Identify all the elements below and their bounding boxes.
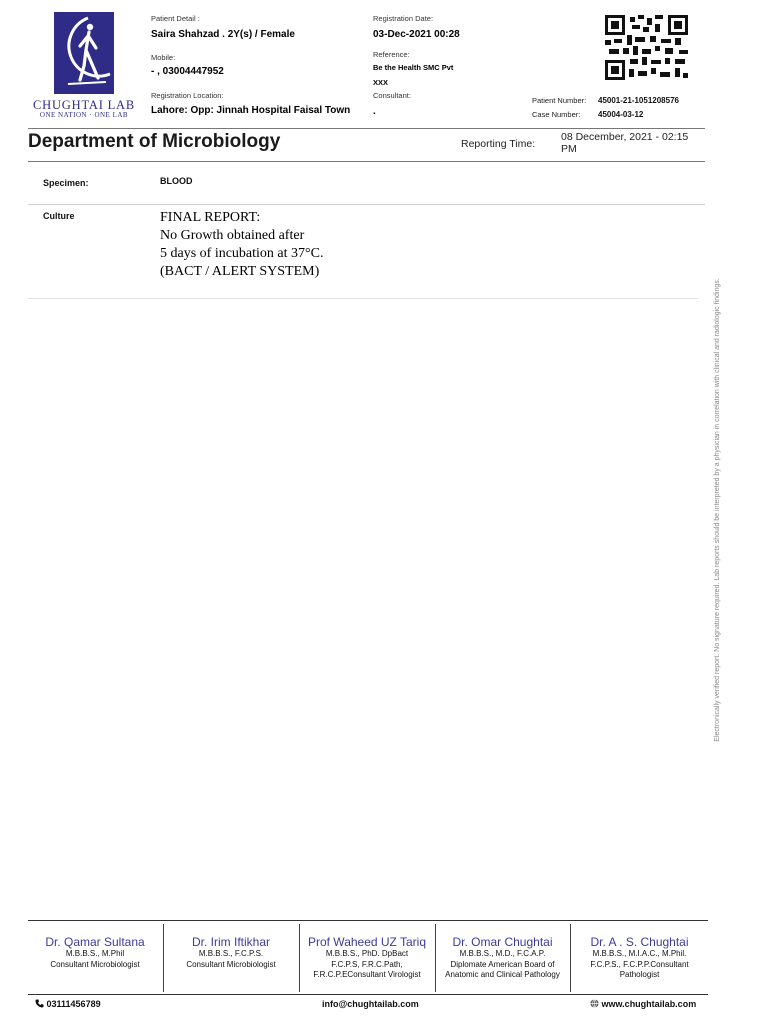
website-link[interactable]: www.chughtailab.com bbox=[601, 999, 697, 1009]
doctor-credentials: F.R.C.P.EConsultant Virologist bbox=[313, 970, 421, 979]
website-contact bbox=[590, 999, 696, 1010]
doctor-name: Prof Waheed UZ Tariq bbox=[307, 935, 427, 949]
globe-icon bbox=[590, 999, 599, 1010]
reporting-time-label: Reporting Time: bbox=[461, 138, 536, 150]
culture-result bbox=[160, 209, 323, 281]
specimen-label: Specimen: bbox=[43, 178, 89, 188]
mobile-label: Mobile: bbox=[151, 53, 176, 62]
verification-note: Electronically verified report. No signature required. Lab reports should be interpreted by a physician in correlation with clinical and radiologic findings. bbox=[714, 278, 721, 742]
doctor-credentials: F.C.P.S, F.R.C.Path, bbox=[331, 959, 403, 969]
walking-man-icon bbox=[54, 12, 114, 94]
divider bbox=[28, 298, 698, 299]
consultant-value: . bbox=[373, 106, 376, 117]
doctor-credentials: F.C.P.S., F.C.P.P.Consultant bbox=[590, 959, 689, 969]
doctor-card bbox=[571, 935, 708, 981]
mobile-value: - , 03004447952 bbox=[151, 66, 224, 77]
email-contact[interactable]: info@chughtailab.com bbox=[322, 999, 419, 1009]
divider bbox=[28, 204, 705, 205]
patient-number: 45001-21-1051208576 bbox=[598, 96, 679, 105]
culture-result-line: (BACT / ALERT SYSTEM) bbox=[160, 264, 320, 279]
doctor-card bbox=[164, 935, 298, 970]
specimen-value: BLOOD bbox=[160, 176, 193, 186]
doctor-credentials: M.B.B.S., M.I.A.C., M.Phil. bbox=[592, 949, 687, 958]
doctor-credentials: M.B.B.S., F.C.P.S. bbox=[198, 949, 264, 958]
doctor-credentials: Anatomic and Clinical Pathology bbox=[445, 970, 560, 979]
patient-number-label: Patient Number: bbox=[532, 96, 587, 105]
doctor-credentials: M.B.B.S., M.D., F.C.A.P. bbox=[459, 949, 546, 958]
culture-result-line: 5 days of incubation at 37°C. bbox=[160, 246, 324, 261]
patient-detail-label: Patient Detail : bbox=[151, 14, 200, 23]
phone-contact bbox=[35, 999, 101, 1010]
footer-divider bbox=[28, 994, 708, 995]
divider bbox=[28, 128, 705, 129]
registration-date-label: Registration Date: bbox=[373, 14, 434, 23]
doctor-credentials: Diplomate American Board of bbox=[450, 959, 555, 969]
doctor-credentials: M.B.B.S., PhD. DpBact bbox=[325, 949, 409, 958]
footer-divider bbox=[28, 920, 708, 921]
case-number-label: Case Number: bbox=[532, 110, 581, 119]
culture-label: Culture bbox=[43, 211, 75, 221]
department-title: Department of Microbiology bbox=[28, 131, 281, 152]
logo-tagline: ONE NATION · ONE LAB bbox=[39, 111, 129, 119]
reference-label: Reference: bbox=[373, 50, 410, 59]
lab-logo bbox=[54, 12, 114, 94]
doctor-credentials: Consultant Microbiologist bbox=[50, 959, 140, 969]
reference-line1: Be the Health SMC Pvt bbox=[373, 63, 454, 72]
doctor-name: Dr. A . S. Chughtai bbox=[590, 935, 689, 949]
doctor-card bbox=[300, 935, 434, 981]
consultant-label: Consultant: bbox=[373, 91, 411, 100]
doctor-credentials: M.B.B.S., M.Phil bbox=[65, 949, 125, 958]
location-value: Lahore: Opp: Jinnah Hospital Faisal Town bbox=[151, 105, 351, 116]
doctor-name: Dr. Omar Chughtai bbox=[452, 935, 553, 949]
phone-icon bbox=[35, 999, 44, 1010]
logo-brand-text: CHUGHTAI LAB bbox=[33, 98, 135, 112]
reporting-time-value: 08 December, 2021 - 02:15 PM bbox=[561, 131, 689, 155]
culture-result-line: FINAL REPORT: bbox=[160, 210, 261, 225]
registration-date: 03-Dec-2021 00:28 bbox=[373, 29, 460, 40]
divider bbox=[28, 161, 705, 162]
patient-name: Saira Shahzad . 2Y(s) / Female bbox=[151, 29, 295, 40]
doctor-card bbox=[28, 935, 162, 970]
qr-code-icon bbox=[605, 15, 688, 80]
phone-number[interactable]: 03111456789 bbox=[46, 999, 101, 1009]
doctor-name: Dr. Qamar Sultana bbox=[45, 935, 145, 949]
doctor-credentials: Pathologist bbox=[619, 970, 660, 979]
doctor-name: Dr. Irim Iftikhar bbox=[191, 935, 270, 949]
location-label: Registration Location: bbox=[151, 91, 224, 100]
reference-line2: XXX bbox=[373, 78, 389, 87]
culture-result-line: No Growth obtained after bbox=[160, 228, 305, 243]
case-number: 45004-03-12 bbox=[598, 110, 644, 119]
doctor-credentials: Consultant Microbiologist bbox=[186, 959, 276, 969]
doctor-card bbox=[436, 935, 569, 981]
